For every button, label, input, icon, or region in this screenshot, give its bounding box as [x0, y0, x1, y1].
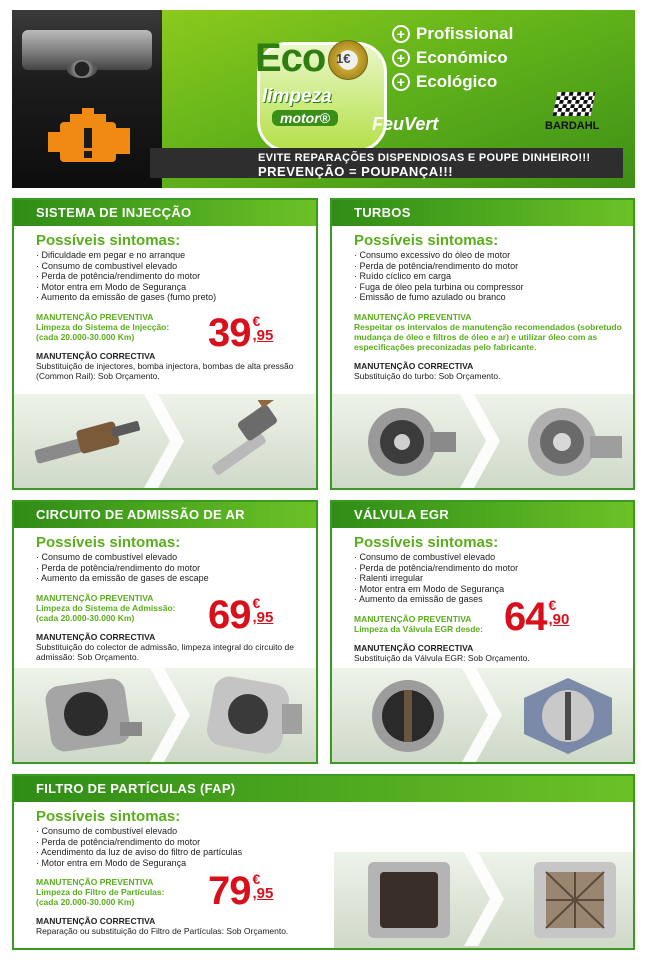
symptoms-title: Possíveis sintomas: — [354, 534, 499, 551]
symptom-item: · Motor entra em Modo de Segurança — [36, 858, 313, 869]
preventive-text: Limpeza do Sistema de Injecção: (cada 20.000-30.000 Km) — [36, 321, 170, 342]
price-tag — [208, 311, 274, 355]
corrective-text: Substituição do turbo: Sob Orçamento. — [354, 370, 501, 381]
symptom-item: · Consumo de combustível elevado — [36, 552, 308, 563]
injector-part-icon — [34, 408, 144, 478]
panel-title: TURBOS — [354, 205, 411, 220]
symptom-item: · Motor entra em Modo de Segurança — [36, 282, 308, 293]
price-currency: € — [548, 597, 557, 613]
corrective-label: MANUTENÇÃO CORRECTIVA — [36, 631, 156, 642]
corrective-label: MANUTENÇÃO CORRECTIVA — [354, 360, 474, 371]
symptom-item: · Emissão de fumo azulado ou branco — [354, 292, 625, 303]
price-tag — [208, 869, 274, 913]
coin-label: 1€ — [336, 51, 351, 66]
preventive-block — [36, 312, 186, 342]
panel-header — [14, 502, 316, 528]
intake-manifold-icon — [40, 674, 144, 758]
price-decimal: ,95 — [252, 885, 274, 902]
particle-filter-clean-icon — [530, 858, 620, 942]
symptom-item: · Aumento da emissão de gases — [354, 594, 625, 605]
egr-valve-icon — [358, 676, 458, 756]
price-integer: 69 — [208, 593, 251, 637]
symptom-item: · Perda de potência/rendimento do motor — [354, 261, 625, 272]
preventive-block — [354, 614, 504, 634]
corrective-label: MANUTENÇÃO CORRECTIVA — [36, 916, 156, 926]
price-integer: 64 — [504, 595, 547, 639]
plus-icon: + — [392, 49, 410, 67]
symptoms-title: Possíveis sintomas: — [36, 808, 181, 825]
preventive-label: MANUTENÇÃO PREVENTIVA — [36, 877, 154, 887]
symptom-item: · Perda de potência/rendimento do motor — [36, 837, 313, 848]
plus-icon: + — [392, 25, 410, 43]
corrective-text: Substituição do colector de admissão, limpeza integral do circuito de admissão: Sob Orçamento. — [36, 641, 294, 662]
engine-warning-icon — [46, 108, 132, 170]
intake-manifold-icon — [200, 674, 304, 758]
turbo-part-icon — [360, 402, 456, 484]
corrective-block — [36, 632, 308, 662]
preventive-text: Limpeza da Válvula EGR desde: — [354, 623, 483, 634]
benefit-item: + Ecológico — [392, 72, 497, 92]
symptom-item: · Consumo excessivo do óleo de motor — [354, 250, 625, 261]
panel-injection — [12, 198, 318, 490]
symptoms-title: Possíveis sintomas: — [36, 534, 181, 551]
turbo-part-icon — [522, 402, 622, 484]
panel-particle-filter — [12, 774, 635, 950]
symptoms-list — [36, 250, 308, 303]
sponsor-label: BARDAHL — [545, 120, 600, 132]
panel-turbos — [330, 198, 635, 490]
symptom-item: · Ruído cíclico em carga — [354, 271, 625, 282]
preventive-label: MANUTENÇÃO PREVENTIVA — [36, 311, 154, 322]
price-currency: € — [252, 595, 261, 611]
price-tag — [208, 593, 274, 637]
panel-title: CIRCUITO DE ADMISSÃO DE AR — [36, 507, 245, 522]
benefit-item: + Económico — [392, 48, 508, 68]
symptom-item: · Acendimento da luz de aviso do filtro de partículas — [36, 847, 313, 858]
symptom-item: · Aumento da emissão de gases (fumo preto) — [36, 292, 308, 303]
corrective-label: MANUTENÇÃO CORRECTIVA — [354, 642, 474, 653]
symptom-item: · Perda de potência/rendimento do motor — [354, 563, 625, 574]
price-integer: 79 — [208, 869, 251, 913]
benefit-item: + Profissional — [392, 24, 513, 44]
panel-body — [354, 534, 625, 663]
panel-air-intake — [12, 500, 318, 764]
product-photo — [332, 668, 633, 762]
panel-header — [14, 776, 633, 802]
corrective-text: Reparação ou substituição do Filtro de Partículas: Sob Orçamento. — [36, 926, 289, 936]
product-photo — [332, 394, 633, 488]
brand-title: Eco — [255, 36, 326, 80]
symptoms-list — [36, 826, 313, 868]
panel-title: VÁLVULA EGR — [354, 507, 450, 522]
slogan-line-1: EVITE REPARAÇÕES DISPENDIOSAS E POUPE DINHEIRO!!! — [258, 152, 591, 164]
chevron-right-icon — [464, 852, 504, 946]
preventive-text: Limpeza do Sistema de Admissão: (cada 20.000-30.000 Km) — [36, 602, 176, 623]
panel-egr-valve — [330, 500, 635, 764]
product-photo — [334, 852, 633, 948]
preventive-block — [36, 877, 186, 907]
price-tag — [504, 595, 570, 639]
corrective-block — [354, 361, 625, 381]
slogan-line-2: PREVENÇÃO = POUPANÇA!!! — [258, 164, 454, 179]
symptom-item: · Perda de potência/rendimento do motor — [36, 563, 308, 574]
product-photo — [14, 394, 316, 488]
corrective-block — [36, 351, 308, 381]
panel-header — [332, 502, 633, 528]
partner-logo: FeuVert — [372, 114, 439, 134]
price-decimal: ,95 — [252, 609, 274, 626]
injector-part-icon — [194, 400, 304, 484]
corrective-text: Substituição de injectores, bomba injectora, bombas de alta pressão (Common Rail): Sob Orçamento. — [36, 360, 294, 381]
plus-icon: + — [392, 73, 410, 91]
preventive-text: Respeitar os intervalos de manutenção recomendados (sobretudo mudança de óleo e filtros de óleo e ar) e utilizar óleo com as especificações preconizadas pelo fabricante. — [354, 321, 622, 352]
preventive-label: MANUTENÇÃO PREVENTIVA — [354, 311, 472, 322]
preventive-label: MANUTENÇÃO PREVENTIVA — [354, 613, 472, 624]
brand-subtitle-motor: motor® — [272, 110, 338, 126]
egr-valve-icon — [518, 676, 618, 756]
price-decimal: ,95 — [252, 327, 274, 344]
chevron-right-icon — [150, 668, 190, 762]
corrective-block — [36, 916, 313, 936]
sponsor-logo — [545, 92, 607, 142]
price-integer: 39 — [208, 311, 251, 355]
product-photo — [14, 668, 316, 762]
symptoms-title: Possíveis sintomas: — [354, 232, 499, 249]
panel-header — [14, 200, 316, 226]
symptoms-list — [354, 552, 625, 605]
symptom-item: · Dificuldade em pegar e no arranque — [36, 250, 308, 261]
panel-header — [332, 200, 633, 226]
panel-title: SISTEMA DE INJECÇÃO — [36, 205, 192, 220]
chevron-right-icon — [144, 394, 184, 488]
corrective-block — [354, 643, 625, 663]
preventive-label: MANUTENÇÃO PREVENTIVA — [36, 592, 154, 603]
panel-title: FILTRO DE PARTÍCULAS (FAP) — [36, 781, 236, 796]
symptom-item: · Consumo de combustível elevado — [36, 261, 308, 272]
preventive-text: Limpeza do Filtro de Partículas: (cada 20.000-30.000 Km) — [36, 887, 165, 907]
price-currency: € — [252, 313, 261, 329]
price-currency: € — [252, 871, 261, 887]
symptom-item: · Fuga de óleo pela turbina ou compressor — [354, 282, 625, 293]
panel-body — [354, 232, 625, 381]
symptom-item: · Ralenti irregular — [354, 573, 625, 584]
chevron-right-icon — [462, 668, 502, 762]
panel-body — [36, 232, 308, 381]
symptoms-title: Possíveis sintomas: — [36, 232, 181, 249]
particle-filter-dirty-icon — [364, 858, 454, 942]
brand-subtitle: limpeza — [262, 86, 332, 107]
symptom-item: · Consumo de combustível elevado — [36, 826, 313, 837]
exhaust-pipe-icon — [67, 60, 97, 78]
symptom-item: · Consumo de combustível elevado — [354, 552, 625, 563]
chevron-right-icon — [460, 394, 500, 488]
symptoms-list — [36, 552, 308, 584]
symptom-item: · Perda de potência/rendimento do motor — [36, 271, 308, 282]
symptom-item: · Motor entra em Modo de Segurança — [354, 584, 625, 595]
price-decimal: ,90 — [548, 611, 570, 628]
corrective-label: MANUTENÇÃO CORRECTIVA — [36, 350, 156, 361]
symptoms-list — [354, 250, 625, 303]
preventive-block — [36, 593, 186, 623]
preventive-block — [354, 312, 625, 352]
checkered-flag-icon — [552, 92, 595, 116]
symptom-item: · Aumento da emissão de gases de escape — [36, 573, 308, 584]
corrective-text: Substituição da Válvula EGR: Sob Orçamento. — [354, 652, 530, 663]
